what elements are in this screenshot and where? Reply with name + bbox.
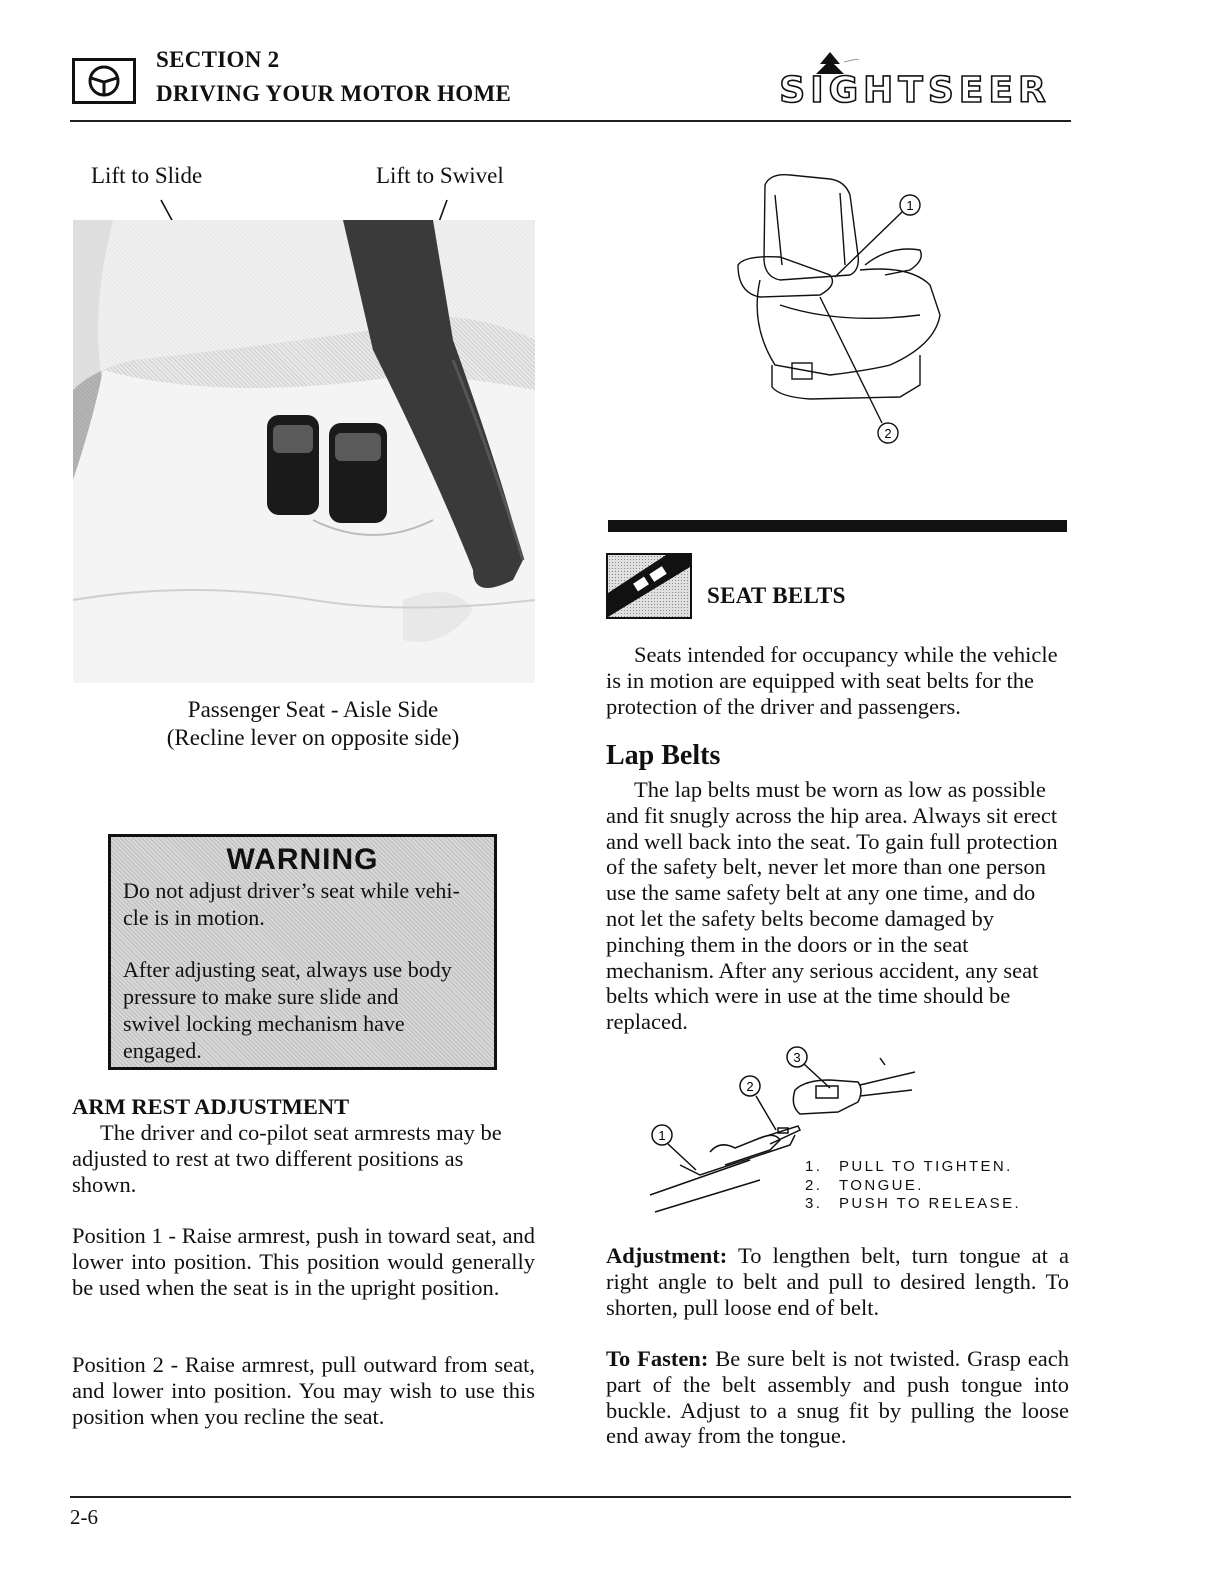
belt-callout-3: 3: [793, 1050, 801, 1065]
section-title: DRIVING YOUR MOTOR HOME: [156, 81, 512, 106]
label-lift-to-swivel: Lift to Swivel: [376, 163, 504, 188]
warning-title: WARNING: [226, 843, 379, 876]
lap-belts-body: The lap belts must be worn as low as possible and fit snugly across the hip area. Always sit erect and well back into the seat. To gain full protection of the safety belt, never let more than one person use the same safety belt at any one time, and do not let the safety belts become damaged by pinching them in the doors or in the seat mechanism. After any serious accident, any seat belts which were in use at the time should be replaced.: [606, 777, 1058, 1035]
fasten-label: To Fasten:: [606, 1346, 709, 1371]
belt-callout-2: 2: [746, 1079, 754, 1094]
warning-text-1: Do not adjust driver’s seat while vehi- cle is in motion.: [123, 878, 460, 930]
fasten-paragraph: To Fasten: Be sure belt is not twisted. Grasp each part of the belt assembly and push tongue into buckle. Adjust to a snug fit by pulling the loose end away from the tongue.: [606, 1346, 1069, 1449]
section-divider-bar: [608, 520, 1067, 532]
footer-rule: [70, 1496, 1071, 1498]
seat-belts-intro: Seats intended for occupancy while the vehicle is in motion are equipped with seat belts for the protection of the driver and passengers.: [606, 642, 1058, 719]
warning-box: [108, 834, 497, 1070]
arm-rest-heading: ARM REST ADJUSTMENT: [72, 1094, 350, 1119]
seat-callout-1: 1: [906, 198, 914, 213]
photo-caption-line1: Passenger Seat - Aisle Side: [187, 697, 439, 722]
seat-belts-heading: SEAT BELTS: [707, 583, 846, 608]
belt-legend: [805, 1158, 1021, 1214]
label-lift-to-slide: Lift to Slide: [91, 163, 203, 188]
warning-text-2: After adjusting seat, always use body pressure to make sure slide and swivel locking mechanism have engaged.: [123, 957, 452, 1063]
legend-item-2: 2. TONGUE.: [805, 1176, 924, 1194]
arm-rest-position-2: Position 2 - Raise armrest, pull outward from seat, and lower into position. You may wish to use this position when you recline the seat.: [72, 1352, 535, 1429]
logo-wordmark: SIGHTSEER: [779, 70, 1051, 111]
arm-rest-intro: The driver and co-pilot seat armrests may be adjusted to rest at two different positions as shown.: [72, 1120, 502, 1197]
seat-callout-2: 2: [884, 426, 892, 441]
passenger-seat-photo: [73, 220, 535, 683]
belt-callout-1: 1: [658, 1128, 666, 1143]
page-number: 2-6: [70, 1505, 98, 1529]
seat-armrest-diagram: [720, 165, 950, 450]
seat-belt-icon: [606, 553, 692, 619]
section-number: SECTION 2: [156, 47, 280, 72]
adjustment-paragraph: Adjustment: To lengthen belt, turn tongue at a right angle to belt and pull to desired length. To shorten, pull loose end of belt.: [606, 1243, 1070, 1320]
photo-caption-line2: (Recline lever on opposite side): [166, 725, 460, 750]
legend-item-1: 1. PULL TO TIGHTEN.: [805, 1158, 1013, 1175]
legend-item-3: 3. PUSH TO RELEASE.: [805, 1195, 1022, 1212]
adjustment-label: Adjustment:: [606, 1243, 728, 1268]
arm-rest-position-1: Position 1 - Raise armrest, push in toward seat, and lower into position. This position would generally be used when the seat is in the upright position.: [72, 1223, 535, 1300]
lap-belts-heading: Lap Belts: [606, 740, 721, 771]
